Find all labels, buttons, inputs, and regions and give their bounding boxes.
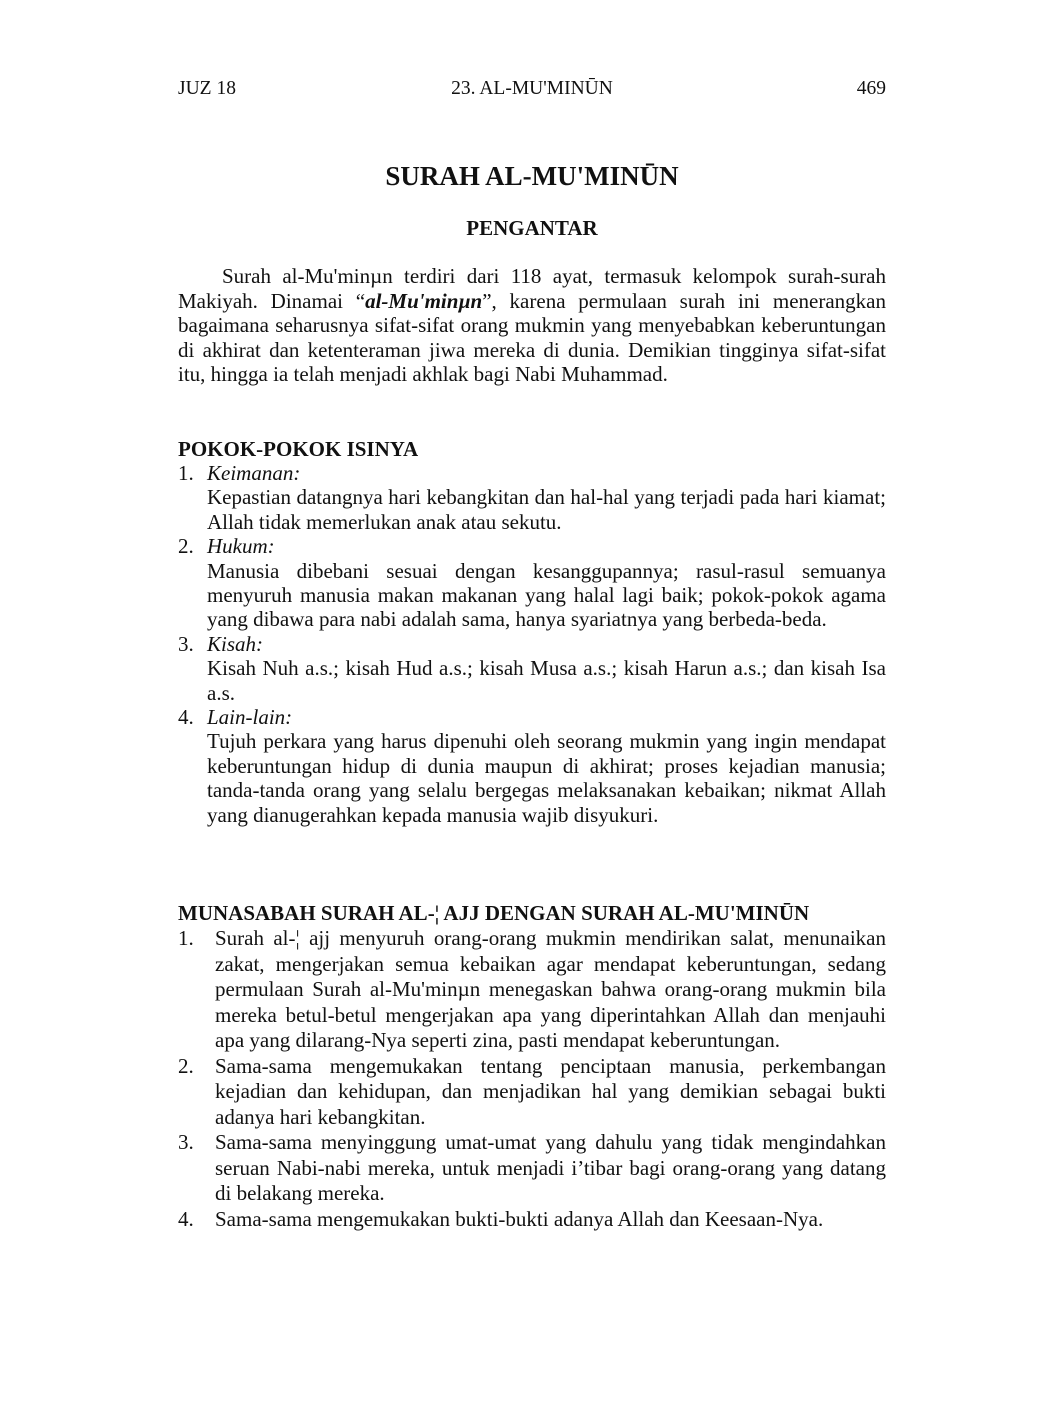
intro-text-start: Surah al-Mu'minµn terdiri dari 118 ayat, termasuk kelompok surah-surah Makiyah. Dinamai “ (178, 264, 886, 313)
intro-surah-name: al-Mu'minµn (365, 288, 483, 313)
intro-heading: PENGANTAR (466, 216, 598, 240)
munasabah-item-number: 4. (178, 1206, 194, 1231)
munasabah-item-text: Sama-sama mengemukakan tentang penciptaan manusia, perkembangan kejadian dan kehidupan, dan menjadikan hal yang demikian sebagai bukti adanya hari kebangkitan. (215, 1053, 886, 1129)
pokok-item-text: Manusia dibebani sesuai dengan kesanggupannya; rasul-rasul semuanya menyuruh manusia makan makanan yang halal lagi baik; pokok-pokok agama yang dibawa para nabi adalah sama, hanya syariatnya yang berbeda-beda. (207, 558, 886, 632)
pokok-item-number: 2. (178, 534, 194, 559)
munasabah-item-text: Sama-sama mengemukakan bukti-bukti adanya Allah dan Keesaan-Nya. (215, 1206, 824, 1231)
munasabah-item-number: 2. (178, 1053, 194, 1078)
munasabah-item-text: Sama-sama menyinggung umat-umat yang dahulu yang tidak mengindahkan seruan Nabi-nabi mereka, untuk menjadi i’tibar bagi orang-orang yang datang di belakang mereka. (215, 1130, 886, 1205)
pokok-item-hukum (178, 534, 886, 632)
pokok-item-title: Lain-lain: (207, 705, 293, 730)
intro-paragraph (178, 264, 886, 387)
pokok-item-text: Tujuh perkara yang harus dipenuhi oleh seorang mukmin yang ingin mendapat keberuntungan hidup di dunia maupun di akhirat; proses kejadian manusia; tanda-tanda orang yang selalu bergegas melaksanakan kebaikan; nikmat Allah yang dianugerahkan kepada manusia wajib disyukuri. (207, 729, 886, 827)
pokok-item-number: 3. (178, 631, 194, 656)
pokok-heading: POKOK-POKOK ISINYA (178, 437, 419, 461)
page-number: 469 (856, 78, 886, 99)
munasabah-list (178, 926, 886, 1232)
munasabah-item-text: Surah al-¦ ajj menyuruh orang-orang mukmin mendirikan salat, menunaikan zakat, mengerjakan semua kebaikan agar mendapat keberuntungan, sedang permulaan Surah al-Mu'minµn menegaskan bahwa orang-orang mukmin bila mereka betul-betul mengerjakan apa yang diperintahkan Allah dan menjauhi apa yang dilarang-Nya seperti zina, pasti mendapat keberuntungan. (215, 926, 886, 1052)
chapter-label: 23. AL-MU'MINŪN (451, 78, 613, 99)
pokok-item-title: Keimanan: (207, 461, 301, 485)
pokok-item-text: Kepastian datangnya hari kebangkitan dan hal-hal yang terjadi pada hari kiamat; Allah tidak memerlukan anak atau sekutu. (207, 485, 886, 534)
pokok-item-text: Kisah Nuh a.s.; kisah Hud a.s.; kisah Musa a.s.; kisah Harun a.s.; dan kisah Isa a.s. (207, 656, 886, 705)
pokok-item-number: 1. (178, 461, 194, 485)
munasabah-item-number: 3. (178, 1130, 194, 1154)
pokok-list (178, 461, 886, 827)
munasabah-heading: MUNASABAH SURAH AL-¦ AJJ DENGAN SURAH AL-MU'MINŪN (178, 901, 810, 925)
pokok-item-kisah (178, 632, 886, 705)
pokok-item-title: Hukum: (207, 534, 275, 559)
munasabah-item (178, 1054, 886, 1131)
munasabah-item-number: 1. (178, 926, 194, 950)
munasabah-item (178, 1130, 886, 1207)
munasabah-item (178, 1207, 886, 1233)
pokok-item-title: Kisah: (207, 631, 264, 656)
surah-title: SURAH AL-MU'MINŪN (385, 161, 679, 191)
pokok-item-number: 4. (178, 705, 194, 730)
running-header (178, 76, 886, 102)
pokok-item-lain-lain (178, 705, 886, 827)
juz-label: JUZ 18 (178, 78, 236, 99)
pokok-item-keimanan (178, 461, 886, 534)
munasabah-item (178, 926, 886, 1054)
intro-text-end: ”, karena permulaan surah ini menerangkan bagaimana seharusnya sifat-sifat orang mukmin yang menyebabkan keberuntungan di akhirat dan ketenteraman jiwa mereka di dunia. Demikian tingginya sifat-sifat itu, hingga ia telah menjadi akhlak bagi Nabi Muhammad. (178, 288, 886, 386)
